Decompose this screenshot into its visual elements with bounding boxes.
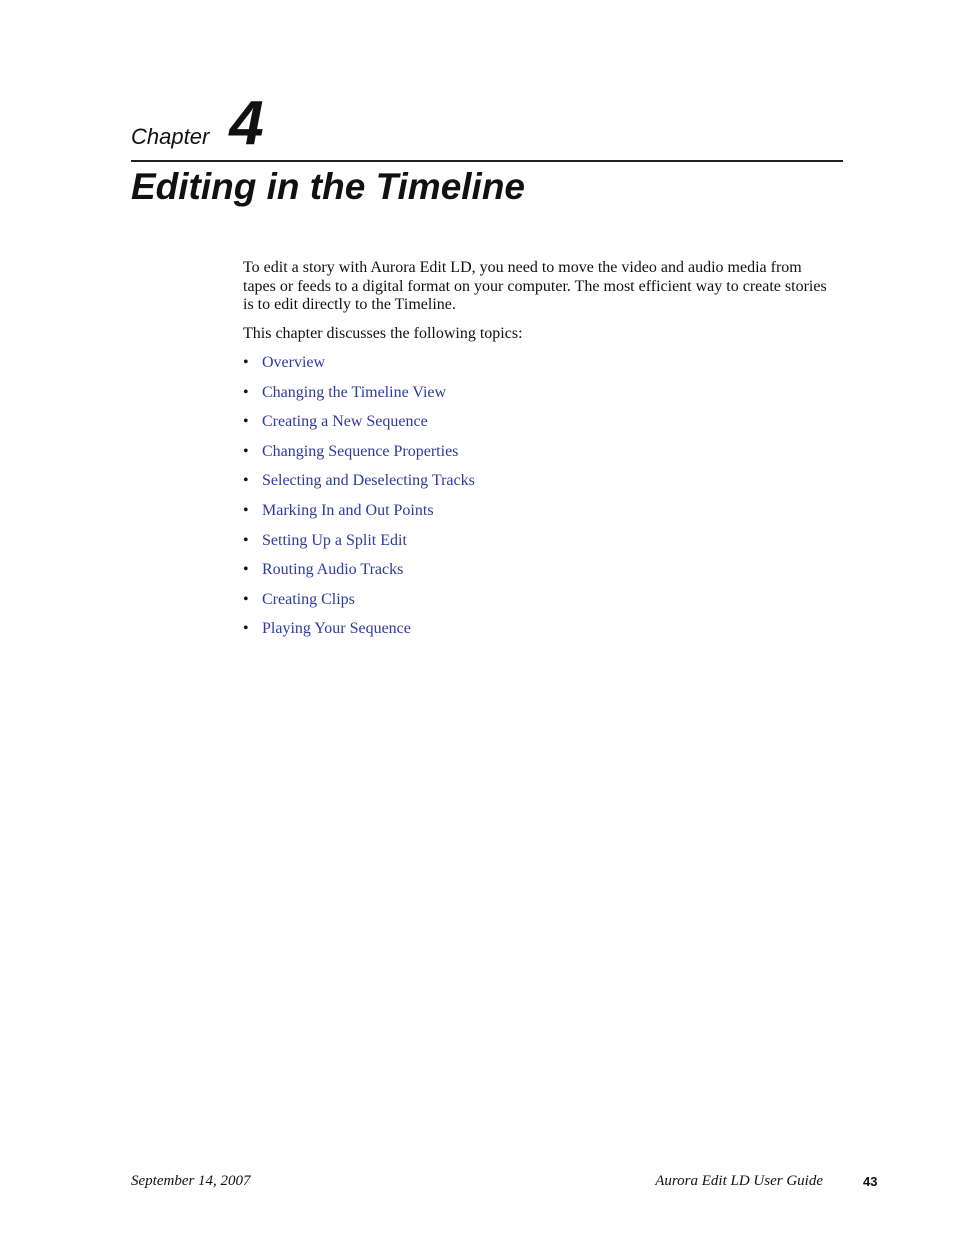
- list-item: [243, 591, 833, 621]
- bullet: •: [243, 501, 249, 519]
- chapter-number: 4: [229, 89, 264, 158]
- list-item: [243, 620, 833, 650]
- bullet: •: [243, 413, 249, 431]
- list-item: [243, 443, 833, 473]
- list-item: [243, 502, 833, 532]
- bullet: •: [243, 561, 249, 579]
- topics-lead-paragraph: This chapter discusses the following topics:: [243, 324, 523, 342]
- bullet: •: [243, 620, 249, 638]
- footer-guide-title: Aurora Edit LD User Guide: [655, 1173, 823, 1189]
- list-item: [243, 413, 833, 443]
- bullet: •: [243, 590, 249, 608]
- bullet: •: [243, 472, 249, 490]
- footer-date: September 14, 2007: [131, 1173, 251, 1189]
- chapter-body: [243, 259, 833, 650]
- topic-link-playing-your-sequence[interactable]: Playing Your Sequence: [262, 620, 411, 638]
- topic-link-changing-timeline-view[interactable]: Changing the Timeline View: [262, 383, 447, 401]
- bullet: •: [243, 354, 249, 371]
- chapter-label: Chapter: [131, 124, 210, 149]
- page-number: 43: [863, 1174, 878, 1189]
- bullet: •: [243, 531, 249, 549]
- bullet: •: [243, 442, 249, 460]
- list-item: [243, 561, 833, 591]
- topic-link-creating-clips[interactable]: Creating Clips: [262, 590, 355, 608]
- bullet: •: [243, 383, 249, 401]
- list-item: [243, 354, 833, 384]
- topic-link-changing-sequence-properties[interactable]: Changing Sequence Properties: [262, 442, 459, 460]
- chapter-title: Editing in the Timeline: [131, 166, 526, 207]
- topic-link-marking-in-out-points[interactable]: Marking In and Out Points: [262, 501, 434, 519]
- list-item: [243, 472, 833, 502]
- list-item: [243, 532, 833, 562]
- chapter-heading: [131, 88, 264, 158]
- topic-list: [243, 354, 833, 650]
- topic-link-selecting-deselecting-tracks[interactable]: Selecting and Deselecting Tracks: [262, 472, 475, 490]
- topic-link-creating-new-sequence[interactable]: Creating a New Sequence: [262, 413, 428, 431]
- intro-paragraph: To edit a story with Aurora Edit LD, you need to move the video and audio media from tapes or feeds to a digital format on your computer. The most efficient way to create stories is to edit directly to the Timeline.: [243, 259, 827, 313]
- topic-link-setting-up-split-edit[interactable]: Setting Up a Split Edit: [262, 531, 407, 549]
- topic-link-overview[interactable]: Overview: [262, 354, 326, 371]
- topic-link-routing-audio-tracks[interactable]: Routing Audio Tracks: [262, 561, 404, 579]
- list-item: [243, 384, 833, 414]
- heading-rule: [131, 160, 843, 162]
